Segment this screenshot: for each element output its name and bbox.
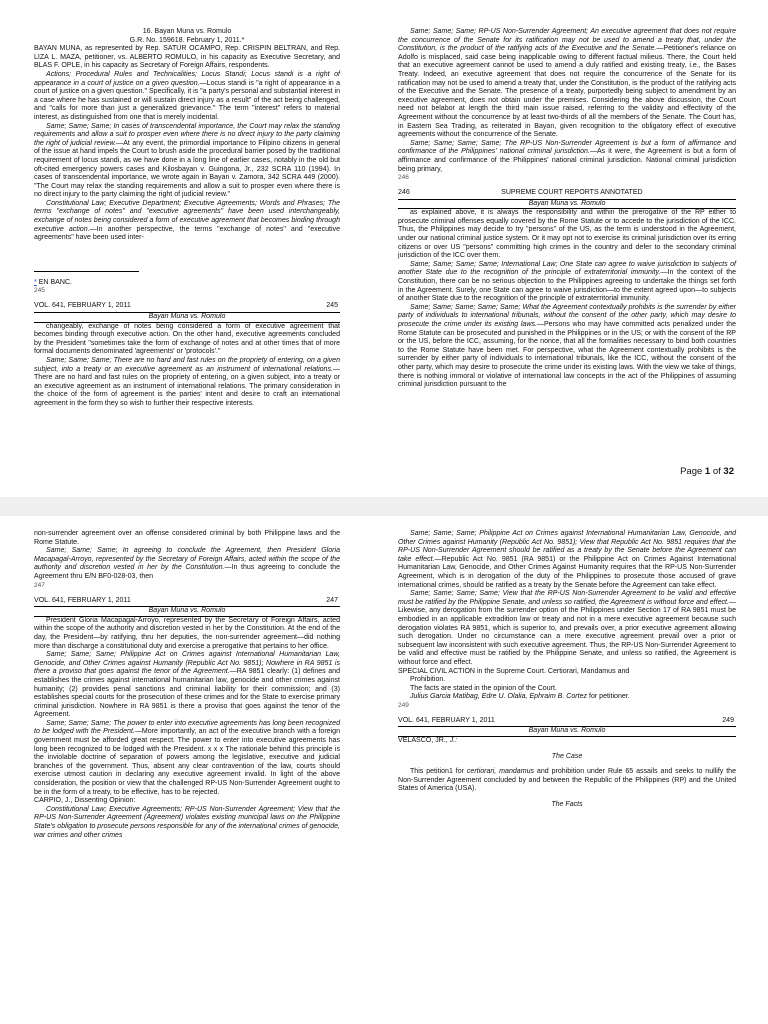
body-paragraph: President Gloria Macapagal-Arroyo, represented by the Secretary of Foreign Affairs, acted within the scope of the authority and discretion vested in her by the Constitution. At the end of the day, the President—by ratifying, thru her deputies, the non-surrender agreement—did nothing more than discharge a constitutional duty and exercise a prerogative that pertains to her office.	[34, 616, 340, 650]
syllabus-headnote: Same; Same; Same; There are no hard and fast rules on the propriety of entering, on a given subject, into a treaty or an executive agreement as an instrument of international relations.	[34, 357, 340, 373]
footnote-link[interactable]: *	[34, 278, 37, 286]
running-header	[34, 597, 340, 608]
section-heading-text: The Facts	[551, 801, 583, 809]
counsel-role: for petitioner.	[587, 693, 630, 701]
header-page-number: 249	[722, 716, 734, 724]
syllabus-headnote: Constitutional Law; Executive Department; Executive Agreements; Words and Phrases; The terms "exchange of notes" and "executive agreements" have been used interchangeably, exchange of notes being considered a form of executive agreement that becomes binding through executive action.	[34, 199, 340, 233]
syllabus-paragraph	[398, 261, 736, 304]
ponente-suffix: J.:	[449, 737, 458, 745]
header-volume: VOL. 641, FEBRUARY 1, 2011	[398, 716, 495, 724]
syllabus-text: —At any event, the primordial importance to Filipino citizens in general of the issue at hand impels the Court to brush aside the procedural barrier posed by the traditional requirement of locus standi, as we have done in a long line of earlier cases, notably in the old but oft-cited emergency powers cases and Kilosbayan v. Guingona, Jr., 232 SCRA 110 (1994). In cases of transcendental importance, we wrote again in Bayan v. Zamora, 342 SCRA 449 (2000). "The Court may relax the standing requirements and allow a suit to prosper even where there is no direct injury to the party claiming the right of judicial review."	[34, 139, 340, 199]
syllabus-headnote: Same; Same; Same; Philippine Act on Crimes against International Humanitarian Law, Genocide, and Other Crimes against Humanity (Republic Act No. 9851); View that Republic Act No. 9851 requires that the RP-US Non-Surrender Agreement should be ratified as a treaty by the Senate before the Agreement can take effect.	[398, 530, 736, 563]
syllabus-headnote: Same; Same; Same; Same; International Law; One State can agree to waive jurisdiction to subjects of another State due to the recognition of the principle of extraterritorial immunity.	[398, 260, 736, 277]
syllabus-headnote: Same; Same; Same; In cases of transcendental importance, the Court may relax the standing requirements and allow a suit to prosper even where there is no direct injury to the party claiming the right of judicial review.	[34, 122, 340, 147]
syllabus-paragraph	[34, 71, 340, 123]
syllabus-headnote: Same; Same; Same; Same; View that the RP-US Non-Surrender Agreement to be valid and effective must be ratified by the Philippine Senate, and unless so ratified, the Agreement is without force and effect.	[398, 590, 736, 606]
syllabus-paragraph	[34, 200, 340, 243]
body-text: This petition1 for	[410, 768, 467, 776]
page-gap	[0, 497, 768, 516]
section-heading-text: The Case	[551, 752, 583, 760]
body-text: and prohibition under Rule 65 assails and seeks to nullify the Non-Surrender Agreement concluded by and between the Republic of the Philippines (RP) and the United States of America (USA).	[398, 768, 736, 793]
section-heading-facts	[398, 801, 736, 810]
syllabus-text: —RA 9851 clearly: (1) defines and establishes the crimes against international humanitarian law, genocide and other crimes against humanity; (2) provides penal sanctions and criminal liability for their commission; and (3) establishes special courts for the prosecution of these crimes and for the State to exercise primary criminal jurisdiction. Nowhere in RA 9851 is there a proviso that goes against the tenor of the Agreement.	[34, 668, 341, 719]
page1-left-column	[34, 28, 340, 409]
running-header	[398, 717, 736, 728]
header-case-name: Bayan Muna vs. Romulo	[398, 200, 736, 210]
syllabus-paragraph	[34, 357, 340, 409]
syllabus-headnote: Constitutional Law; Executive Agreements; RP-US Non-Surrender Agreement; View that the RP-US Non-Surrender Agreement (Agreement) violates existing municipal laws on the Philippine State's obligation to prosecute persons responsible for any of the international crimes of genocide, war crimes and other crimes	[34, 805, 340, 839]
syllabus-paragraph	[34, 123, 340, 200]
syllabus-headnote: Same; Same; Same; Philippine Act on Crimes against International Humanitarian Law, Genocide, and Other Crimes against Humanity (Republic Act No. 9851); Nowhere in RA 9851 is there a proviso that goes against the tenor of the Agreement.	[34, 651, 340, 676]
page-counter-separator: of	[710, 466, 724, 477]
section-heading-case	[398, 753, 736, 762]
syllabus-paragraph	[398, 140, 736, 174]
syllabus-headnote: Same; Same; Same; In agreeing to conclude the Agreement, then President Gloria Macapagal-Arroyo, represented by the Secretary of Foreign Affairs, acted within the scope of the authority and discretion vested in her by the Constitution.	[34, 547, 340, 572]
header-case-name: Bayan Muna vs. Romulo	[34, 607, 340, 617]
syllabus-paragraph	[398, 28, 736, 140]
body-paragraph: non-surrender agreement over an offense considered criminal by both Philippine laws and the Rome Statute.	[34, 530, 340, 546]
case-parties: BAYAN MUNA, as represented by Rep. SATUR OCAMPO, Rep. CRISPIN BELTRAN, and Rep. LIZA L. MAZA, petitioner, vs. ALBERTO ROMULO, in his capacity as Executive Secretary, and BLAS F. OPLE, in his capacity as Secretary of Foreign Affairs, respondents.	[34, 45, 340, 70]
dissent-heading: CARPIO, J., Dissenting Opinion:	[34, 797, 136, 805]
header-reporter: SUPREME COURT REPORTS ANNOTATED	[501, 189, 643, 197]
document-page-2	[0, 516, 768, 1024]
body-paragraph	[398, 768, 736, 794]
syllabus-text: —Petitioner's reliance on Adolfo is misplaced, said case being inapplicable owing to different factual milieus. There, the Court held that an executive agreement cannot be used to amend a duly ratified and existing treaty, i.e., the Bases Treaty. Indeed, an executive agreement that does not require the concurrence of the Senate for its ratification may not be used to amend a treaty that, under the Constitution, is the product of the ratifying acts of the Executive and the Senate. The presence of a treaty, purportedly being subject to amendment by an executive agreement, does not obtain under the premises. Considering the above discussion, the Court need not belabor at length the third main issue raised, referring to the validity and effectivity of the Agreement without the concurrence by at least two-thirds of all the members of the Senate. The Court has, in Eastern Sea Trading, as reiterated in Bayan, given recognition to the obligatory effect of executive agreements without the concurrence of the Senate.	[398, 45, 736, 139]
syllabus-text: —In another perspective, the terms "exchange of notes" and "executive agreements" have been used inter-	[34, 225, 340, 242]
page2-left-column	[34, 530, 340, 840]
syllabus-text: —There are no hard and fast rules on the propriety of entering, on a given subject, into a treaty or an executive agreement as an instrument of international relations. The primary consideration in the choice of the form of agreement is the parties' intent and desire to craft an international agreement in the form they so wish to further their respective interests.	[34, 365, 340, 407]
syllabus-text: —Likewise, any derogation from the surrender option of the Philippines under Section 17 of RA 9851 must be embodied in an applicable extradition law or treaty and not in a mere executive agreement because such derogation violates RA 9851, which is superior to, and prevails over, a prior executive agreement allowing such derogation. Under no circumstance can a mere executive agreement prevail over a prior or subsequent law inconsistent with such executive agreement. Thus, the RP-US Non-Surrender Agreement to be valid and effective must be ratified by the Philippine Senate, and unless so ratified, the Agreement is without force and effect.	[398, 598, 736, 666]
page-counter-total: 32	[723, 466, 734, 477]
syllabus-paragraph	[34, 547, 340, 581]
syllabus-paragraph	[398, 304, 736, 390]
special-civil-action-cont: Prohibition.	[410, 676, 446, 684]
syllabus-paragraph	[398, 590, 736, 667]
header-volume: VOL. 641, FEBRUARY 1, 2011	[34, 302, 131, 310]
body-paragraph: as explained above, it is always the responsibility and within the prerogative of the RP either to prosecute criminal offenses equally covered by the Rome Statute or to accede to the jurisdiction of the ICC. Thus, the Philippines may decide to try "persons" of the US, as the term is understood in the Agreement, under our national criminal justice system. Or it may opt not to exercise its criminal jurisdiction over its erring citizens or over US "persons" committing high crimes in the country and defer to the secondary criminal jurisdiction of the ICC over them.	[398, 209, 736, 260]
page-counter-current: 1	[704, 466, 711, 477]
body-text-italic: certiorari, mandamus	[466, 768, 535, 776]
page-marker: 246	[398, 174, 409, 182]
special-civil-action: SPECIAL CIVIL ACTION in the Supreme Court. Certiorari, Mandamus and	[398, 667, 630, 675]
header-page-number: 245	[326, 302, 338, 310]
syllabus-paragraph	[34, 806, 340, 840]
syllabus-text: —Persons who may have committed acts penalized under the Rome Statute can be prosecuted and punished in the Philippines or in the US; or with the consent of the RP or the US, before the ICC, assuming, for the nonce, that all the formalities necessary to bind both countries to the Rome Statute have been met. For perspective, what the Agreement contextually prohibits is the surrender by either party of individuals to international tribunals, like the ICC, without the consent of the other party, which may desire to prosecute the crime under its existing laws. With the view we take of things, there is nothing immoral or violative of international law concepts in the act of the Philippines of assuming criminal jurisdiction pursuant to the	[398, 321, 736, 389]
page-marker: 245	[34, 287, 45, 295]
syllabus-text: —In thus agreeing to conclude the Agreement thru E/N BF0-028-03, then	[34, 564, 340, 580]
syllabus-text: —In the context of the Constitution, there can be no serious objection to the Philippines agreeing to undertake the things set forth in the Agreement. Surely, one State can agree to waive jurisdiction—to the extent agreed upon—to subjects of another State due to the recognition of the principle of extraterritorial immunity.	[398, 269, 736, 303]
page-marker: 249	[398, 701, 409, 709]
body-paragraph: changeably, exchange of notes being considered a form of executive agreement that becomes binding through executive action. On the other hand, executive agreements concluded by the President "sometimes take the form of exchange of notes and at other times that of more formal documents denominated 'agreements' or 'protocols'."	[34, 322, 340, 356]
facts-statement: The facts are stated in the opinion of the Court.	[410, 684, 557, 692]
ponente	[398, 737, 736, 746]
running-header	[34, 302, 340, 313]
syllabus-paragraph	[34, 720, 340, 797]
ponente-name: VELASCO, JR.,	[398, 737, 450, 745]
syllabus-headnote: Same; Same; Same; The power to enter into executive agreements has long been recognized to be lodged with the President.	[34, 719, 340, 736]
page-marker: 247	[34, 581, 45, 589]
syllabus-text: —As it were, the Agreement is but a form of affirmance and confirmance of the Philippines' national criminal jurisdiction. National criminal jurisdiction being primary,	[398, 148, 736, 173]
case-title: 16. Bayan Muna vs. Romulo	[142, 28, 232, 35]
header-page-number: 247	[326, 596, 338, 604]
syllabus-text: —More importantly, an act of the executive branch with a foreign government must be afforded great respect. The power to enter into executive agreements has long been recognized to be lodged with the President. x x x The rationale behind this principle is the inviolable doctrine of separation of powers among the legislative, executive and judicial branches of the government. Thus, absent any clear contravention of the law, courts should exercise utmost caution in declaring any executive agreement invalid. In light of the above consideration, the position or view that the challenged RP-US Non-Surrender Agreement ought to be in the form of a treaty, to be effective, has to be rejected.	[34, 728, 340, 796]
footnote-text: EN BANC.	[36, 278, 72, 286]
syllabus-headnote: Actions; Procedural Rules and Technicalities; Locus Standi; Locus standi is a right of appearance in a court of justice on a given question.	[34, 70, 340, 87]
syllabus-text: —Locus standi is "a right of appearance in a court of justice on a given question." Specifically, it is "a party's personal and substantial interest in a case where he has sustained or will sustain direct injury as a result" of the act being challenged, and "calls for more than just a generalized grievance." The term "interest" refers to material interest, as distinguished from one that is merely incidental.	[34, 79, 340, 121]
syllabus-paragraph	[398, 530, 736, 590]
page-counter-prefix: Page	[680, 466, 705, 477]
syllabus-headnote: Same; Same; Same; RP-US Non-Surrender Agreement; An executive agreement that does not require the concurrence of the Senate for its ratification may not be used to amend a treaty that, under the Constitution, is the product of the ratifying acts of the Executive and the Senate.	[398, 28, 736, 53]
header-case-name: Bayan Muna vs. Romulo	[34, 313, 340, 323]
header-page-number: 246	[398, 189, 410, 197]
running-header	[398, 189, 736, 200]
page2-right-column	[398, 530, 736, 810]
header-volume: VOL. 641, FEBRUARY 1, 2011	[34, 596, 131, 604]
counsel-names: Julius Garcia Matibag, Edre U. Olalia, Ephraim B. Cortez	[410, 693, 588, 701]
document-page-1	[0, 0, 768, 497]
syllabus-headnote: Same; Same; Same; Same; The RP-US Non-Surrender Agreement is but a form of affirmance and confirmance of the Philippines' national criminal jurisdiction.	[398, 139, 736, 156]
page-counter	[680, 466, 734, 477]
header-case-name: Bayan Muna vs. Romulo	[398, 727, 736, 737]
footnote	[34, 279, 340, 288]
page1-right-column	[398, 28, 736, 390]
counsel-line	[398, 693, 736, 702]
syllabus-text: —Republic Act No. 9851 (RA 9851) or the Philippine Act on Crimes Against International Humanitarian Law, Genocide, and Other Crimes Against Humanity requires that the RP-US Non-Surrender Agreement, which is in derogation of the duty of the Philippines to prosecute those accused of grave international crimes, should be ratified as a treaty by the Senate before the Agreement can take effect.	[398, 555, 736, 589]
syllabus-headnote: Same; Same; Same; Same; Same; What the Agreement contextually prohibits is the surrender by either party of individuals to international tribunals, without the consent of the other party, which may desire to prosecute the crime under its existing laws.	[398, 303, 736, 328]
syllabus-paragraph	[34, 651, 340, 720]
gr-number: G.R. No. 159618. February 1, 2011.*	[129, 36, 245, 44]
